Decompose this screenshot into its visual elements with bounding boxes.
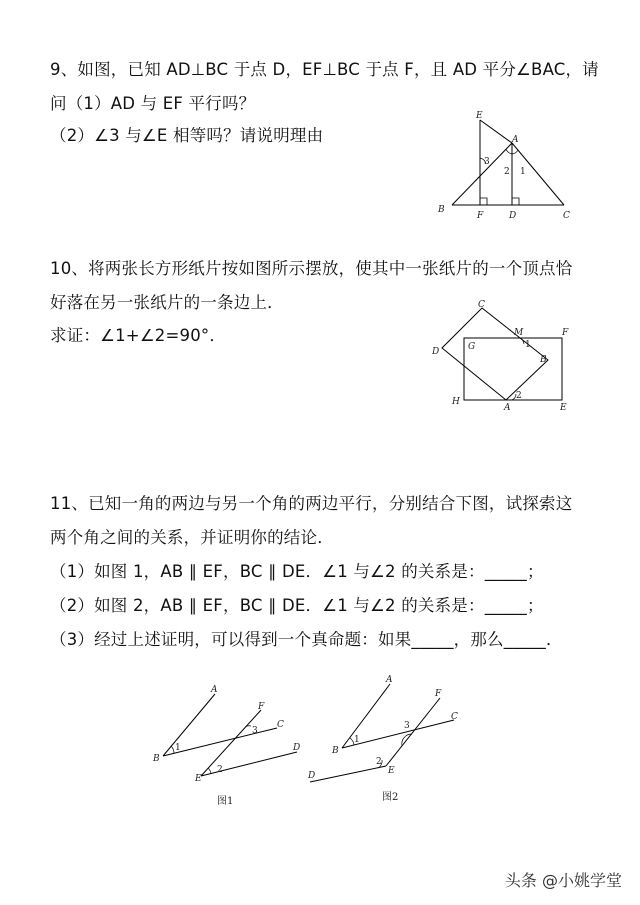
- q10-label-A: A: [504, 403, 511, 413]
- q11-f2-label-B: B: [332, 746, 339, 756]
- q11-f2-label-D: D: [308, 771, 316, 781]
- q9-label-A: A: [512, 135, 519, 145]
- q10-line-1: 10、将两张长方形纸片按如图所示摆放，使其中一张纸片的一个顶点恰: [50, 259, 573, 278]
- q9-label-B: B: [438, 205, 445, 215]
- q10-label-G: G: [468, 342, 476, 352]
- q10-label-D: D: [432, 347, 440, 357]
- q11-f2-caption: 图2: [382, 792, 399, 803]
- q10-angle-2: 2: [516, 391, 522, 401]
- q11-f2-label-C: C: [451, 712, 458, 722]
- q10-line-3: 求证：∠1+∠2=90°．: [50, 326, 227, 345]
- q10-label-M: M: [514, 328, 524, 338]
- q9-angle-1: 1: [520, 167, 526, 177]
- q9-label-D: D: [509, 211, 517, 221]
- q9-line-1: 9、如图，已知 AD⊥BC 于点 D，EF⊥BC 于点 F，且 AD 平分∠BAC，请: [50, 60, 599, 79]
- q10-label-E: E: [560, 403, 567, 413]
- q10-label-B: B: [540, 355, 547, 365]
- q9-line-2: 问（1）AD 与 EF 平行吗？: [50, 94, 256, 113]
- q11-f1-angle-2: 2: [217, 765, 223, 775]
- q11-f1-angle-3: 3: [252, 726, 258, 736]
- q11-line-5: （3）经过上述证明，可以得到一个真命题：如果_____，那么_____．: [50, 630, 563, 649]
- q9-label-C: C: [563, 211, 570, 221]
- q11-line-2: 两个角之间的关系，并证明你的结论．: [50, 528, 334, 547]
- q10-angle-1: 1: [525, 340, 531, 350]
- q11-figure-2: [300, 672, 470, 807]
- q10-label-C: C: [478, 300, 485, 310]
- q11-f1-angle-1: 1: [175, 743, 181, 753]
- q11-line-4: （2）如图 2，AB ∥ EF，BC ∥ DE．∠1 与∠2 的关系是：_____；: [50, 596, 544, 615]
- q11-f2-label-E: E: [388, 766, 395, 776]
- q11-f1-label-A: A: [211, 685, 218, 695]
- q10-label-F: F: [562, 328, 569, 338]
- q11-line-3: （1）如图 1，AB ∥ EF，BC ∥ DE．∠1 与∠2 的关系是：_____；: [50, 562, 544, 581]
- q11-f1-label-E: E: [195, 774, 202, 784]
- q11-f2-angle-1: 1: [354, 735, 360, 745]
- watermark: 头条 @小姚学堂: [504, 871, 622, 890]
- q9-label-F: F: [477, 211, 484, 221]
- q11-f1-label-D: D: [293, 743, 301, 753]
- q9-angle-3: 3: [484, 157, 490, 167]
- q11-line-1: 11、已知一角的两边与另一个角的两边平行，分别结合下图，试探索这: [50, 494, 573, 513]
- q10-line-2: 好落在另一张纸片的一条边上．: [50, 293, 284, 312]
- q9-figure: [430, 108, 590, 223]
- q9-line-3: （2）∠3 与∠E 相等吗？请说明理由: [50, 126, 324, 145]
- q9-label-E: E: [476, 111, 483, 121]
- q11-f2-angle-2: 2: [376, 757, 382, 767]
- q11-f2-angle-3: 3: [404, 721, 410, 731]
- q11-f1-label-C: C: [277, 720, 284, 730]
- q11-f2-label-A: A: [386, 675, 393, 685]
- q10-figure: [430, 296, 580, 416]
- q11-f1-label-B: B: [153, 754, 160, 764]
- q9-angle-2: 2: [504, 167, 510, 177]
- q11-f1-caption: 图1: [217, 796, 234, 807]
- q11-figure-1: [145, 680, 320, 810]
- q11-f1-label-F: F: [258, 702, 265, 712]
- q10-label-H: H: [452, 397, 460, 407]
- q11-f2-label-F: F: [435, 689, 442, 699]
